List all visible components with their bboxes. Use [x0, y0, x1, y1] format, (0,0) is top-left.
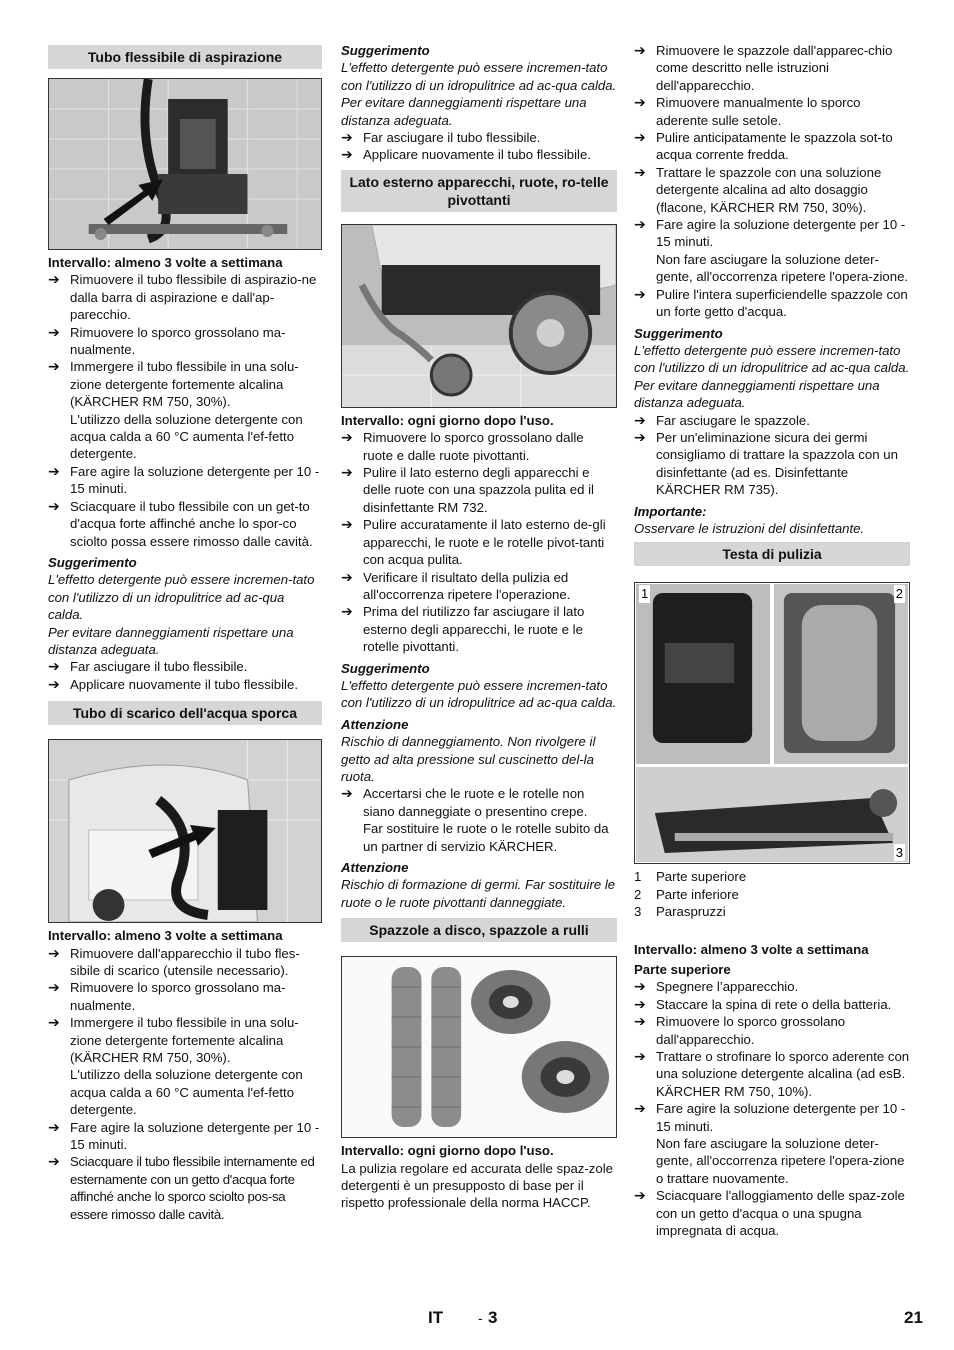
- steps-list: [634, 412, 910, 499]
- steps-list: [634, 978, 910, 1135]
- section-heading-suction-hose: Tubo flessibile di aspirazione: [48, 45, 322, 69]
- tip-title: Suggerimento: [341, 43, 430, 58]
- arrow-right-icon: ➔: [341, 603, 353, 620]
- warning-text: Rischio di formazione di germi. Far sostituire le ruote o le ruote pivottanti danneggiate.: [341, 877, 616, 910]
- list-item: ➔ Applicare nuovamente il tubo flessibile.: [341, 146, 591, 163]
- step-note: Far sostituire le ruote o le rotelle subito da un partner di servizio KÄRCHER.: [363, 821, 609, 854]
- tip-title: Suggerimento: [341, 660, 430, 676]
- legend-item: 3 Paraspruzzi: [634, 904, 726, 920]
- photo-wheels: [341, 224, 617, 408]
- arrow-right-icon: ➔: [634, 42, 646, 58]
- list-item: ➔ Rimuovere le spazzole dall'apparec-chio come descritto nelle istruzioni dell'apparecchio.: [634, 42, 893, 93]
- arrow-right-icon: ➔: [48, 658, 60, 675]
- photo-brushes: [341, 956, 617, 1138]
- steps-list: [48, 271, 322, 410]
- steps-list: [634, 286, 910, 321]
- interval-label: Intervallo: almeno 3 volte a settimana: [48, 255, 283, 270]
- section-heading-exterior-wheels: Lato esterno apparecchi, ruote, ro-telle pivottanti: [341, 170, 617, 212]
- tip-title: Suggerimento: [48, 554, 137, 570]
- list-item: ➔ Staccare la spina di rete o della batteria.: [634, 995, 892, 1012]
- list-item: ➔ Rimuovere lo sporco grossolano ma-nualmente.: [48, 323, 286, 358]
- list-item: ➔ Prima del riutilizzo far asciugare il lato esterno degli apparecchi, le ruote e le rotelle pivottanti.: [341, 603, 585, 655]
- list-item: ➔ Pulire accuratamente il lato esterno de-gli apparecchi, le ruote e le rotelle pivot-tanti con acqua pulita.: [341, 516, 606, 568]
- arrow-right-icon: ➔: [634, 411, 646, 428]
- important-text: Osservare le istruzioni del disinfettante.: [634, 520, 865, 536]
- arrow-right-icon: ➔: [634, 1013, 646, 1030]
- page-number: 21: [904, 1308, 923, 1327]
- arrow-right-icon: ➔: [634, 285, 646, 302]
- steps-list: [634, 42, 910, 251]
- arrow-right-icon: ➔: [341, 516, 353, 533]
- tip-text: Per evitare danneggiamenti rispettare una distanza adeguata.: [48, 624, 294, 657]
- steps-list: [341, 129, 617, 164]
- arrow-right-icon: ➔: [48, 944, 60, 961]
- step-note: L'utilizzo della soluzione detergente con acqua calda a 60 °C aumenta l'ef-fetto detergente.: [70, 1067, 303, 1118]
- arrow-right-icon: ➔: [48, 1118, 60, 1135]
- steps-list: [341, 429, 617, 655]
- arrow-right-icon: ➔: [48, 271, 60, 288]
- list-item: ➔ Rimuovere manualmente lo sporco aderente sulle setole.: [634, 94, 861, 128]
- list-item: ➔ Trattare o strofinare lo sporco aderente con una soluzione detergente alcalina (ad esB. KÄRCHER RM 750, 10%).: [634, 1048, 910, 1099]
- arrow-right-icon: ➔: [48, 358, 60, 375]
- photo-suction-hose: [48, 78, 322, 250]
- column-2: [341, 42, 617, 1212]
- subheading-upper-part: Parte superiore: [634, 962, 731, 977]
- list-item: ➔ Sciacquare il tubo flessibile internamente ed esternamente con un getto d'acqua forte affinché anche lo sporco sciolto pos-sa essere rimosso dalle cavità.: [48, 1153, 315, 1222]
- list-item: ➔ Far asciugare il tubo flessibile.: [341, 129, 541, 146]
- arrow-right-icon: ➔: [634, 163, 646, 180]
- arrow-right-icon: ➔: [634, 94, 646, 111]
- arrow-right-icon: ➔: [634, 1187, 646, 1204]
- list-item: ➔ Immergere il tubo flessibile in una solu-zione detergente fortemente alcalina (KÄRCHER RM 750, 30%).: [48, 358, 299, 410]
- steps-list: [48, 1119, 322, 1223]
- arrow-right-icon: ➔: [48, 497, 60, 514]
- list-item: ➔ Trattare le spazzole con una soluzione detergente alcalina ad alto dosaggio (flacone, KÄRCHER RM 750, 30%).: [634, 163, 882, 215]
- tip-text: L'effetto detergente può essere incremen-tato con l'utilizzo di un idropulitrice ad ac-qua calda.: [634, 342, 910, 376]
- list-item: ➔ Applicare nuovamente il tubo flessibile.: [48, 675, 298, 692]
- arrow-right-icon: ➔: [341, 568, 353, 585]
- footer-section-number: 3: [488, 1308, 498, 1327]
- column-1: [48, 42, 322, 1223]
- list-item: ➔ Fare agire la soluzione detergente per 10 - 15 minuti.: [48, 462, 320, 497]
- interval-label: Intervallo: almeno 3 volte a settimana: [48, 928, 283, 944]
- tip-title: Suggerimento: [634, 325, 723, 341]
- arrow-right-icon: ➔: [634, 428, 646, 445]
- interval-label: Intervallo: almeno 3 volte a settimana: [634, 941, 869, 957]
- list-item: ➔ Verificare il risultato della pulizia ed all'occorrenza ripetere l'operazione.: [341, 568, 571, 602]
- list-item: ➔ Sciacquare l'alloggiamento delle spaz-zole con un getto d'acqua o una spugna impregnata di acqua.: [634, 1187, 905, 1239]
- list-item: ➔ Accertarsi che le ruote e le rotelle non siano danneggiate o presentino crepe.: [341, 785, 588, 819]
- column-3: [634, 42, 910, 1240]
- step-note: Non fare asciugare la soluzione deter-gente, all'occorrenza ripetere l'opera-zione.: [656, 251, 909, 285]
- list-item: ➔ Fare agire la soluzione detergente per 10 - 15 minuti.: [634, 1100, 906, 1134]
- arrow-right-icon: ➔: [48, 1153, 60, 1170]
- list-item: ➔ Fare agire la soluzione detergente per 10 - 15 minuti.: [634, 216, 906, 250]
- arrow-right-icon: ➔: [341, 785, 353, 802]
- arrow-right-icon: ➔: [341, 129, 353, 146]
- arrow-right-icon: ➔: [48, 979, 60, 996]
- section-heading-cleaning-head: Testa di pulizia: [634, 542, 910, 566]
- arrow-right-icon: ➔: [48, 323, 60, 340]
- tip-text: L'effetto detergente può essere incremen-tato con l'utilizzo di un idropulitrice ad ac-qua calda.: [341, 60, 617, 93]
- arrow-right-icon: ➔: [634, 216, 646, 233]
- arrow-right-icon: ➔: [634, 978, 646, 995]
- photo-label: 1: [641, 586, 649, 602]
- list-item: ➔ Pulire il lato esterno degli apparecchi e delle ruote con una spazzola pulita ed il disinfettante RM 732.: [341, 464, 594, 515]
- tip-text: L'effetto detergente può essere incremen-tato con l'utilizzo di un idropulitrice ad ac-qua calda.: [341, 677, 617, 711]
- interval-label: Intervallo: ogni giorno dopo l'uso.: [341, 412, 554, 428]
- legend-item: 1 Parte superiore: [634, 869, 747, 885]
- list-item: ➔ Pulire l'intera superficiendelle spazzole con un forte getto d'acqua.: [634, 285, 908, 320]
- steps-list: [48, 945, 322, 1067]
- list-item: ➔ Rimuovere lo sporco grossolano dalle ruote e dalle ruote pivottanti.: [341, 429, 584, 463]
- footer-separator: -: [478, 1310, 483, 1326]
- legend-item: 2 Parte inferiore: [634, 886, 739, 902]
- paragraph: La pulizia regolare ed accurata delle spaz-zole detergenti è un presupposto di base per il rispetto professionale della norma HACCP.: [341, 1160, 613, 1211]
- footer-language: IT: [428, 1308, 444, 1327]
- photo-cleaning-head: [634, 582, 910, 864]
- arrow-right-icon: ➔: [48, 462, 60, 479]
- steps-list: [48, 658, 322, 693]
- arrow-right-icon: ➔: [634, 995, 646, 1012]
- steps-list: [341, 785, 617, 820]
- list-item: ➔ Sciacquare il tubo flessibile con un get-to d'acqua forte affinché anche lo spor-co sciolto possa essere rimosso dalle cavità.: [48, 497, 313, 549]
- interval-label: Intervallo: ogni giorno dopo l'uso.: [341, 1143, 554, 1159]
- section-heading-dirty-water-hose: Tubo di scarico dell'acqua sporca: [48, 701, 322, 725]
- arrow-right-icon: ➔: [341, 146, 353, 163]
- list-item: ➔ Rimuovere lo sporco grossolano ma-nualmente.: [48, 979, 286, 1013]
- step-note: L'utilizzo della soluzione detergente con acqua calda a 60 °C aumenta l'ef-fetto detergente.: [70, 411, 303, 462]
- list-item: ➔ Immergere il tubo flessibile in una solu-zione detergente fortemente alcalina (KÄRCHER RM 750, 30%).: [48, 1014, 299, 1065]
- list-item: ➔ Rimuovere lo sporco grossolano dall'apparecchio.: [634, 1013, 846, 1047]
- photo-drain-hose: [48, 739, 322, 923]
- arrow-right-icon: ➔: [634, 1100, 646, 1117]
- tip-text: Per evitare danneggiamenti rispettare una distanza adeguata.: [341, 95, 587, 128]
- list-item: ➔ Per un'eliminazione sicura dei germi consigliamo di trattare la spazzola con un disinfettante (ad es. Disinfettante KÄRCHER RM 735).: [634, 428, 898, 498]
- tip-text: Per evitare danneggiamenti rispettare una distanza adeguata.: [634, 377, 880, 411]
- list-item: ➔ Spegnere l’apparecchio.: [634, 978, 799, 995]
- list-item: ➔ Pulire anticipatamente le spazzola sot-to acqua corrente fredda.: [634, 129, 893, 163]
- arrow-right-icon: ➔: [48, 1014, 60, 1031]
- section-heading-brushes: Spazzole a disco, spazzole a rulli: [341, 918, 617, 942]
- arrow-right-icon: ➔: [341, 429, 353, 446]
- steps-list: [634, 1187, 910, 1239]
- photo-label: 2: [895, 586, 903, 602]
- warning-text: Rischio di danneggiamento. Non rivolgere il getto ad alta pressione sul cuscinetto del-la ruota.: [341, 734, 596, 784]
- legend-list: [634, 868, 910, 920]
- list-item: ➔ Rimuovere il tubo flessibile di aspirazio-ne dalla barra di aspirazione e dall'ap-parecchio.: [48, 271, 317, 323]
- photo-label: 3: [895, 844, 903, 860]
- arrow-right-icon: ➔: [634, 129, 646, 146]
- list-item: ➔ Rimuovere dall'apparecchio il tubo fles-sibile di scarico (utensile necessario).: [48, 944, 300, 978]
- list-item: ➔ Far asciugare il tubo flessibile.: [48, 658, 248, 675]
- list-item: ➔ Fare agire la soluzione detergente per 10 - 15 minuti.: [48, 1118, 320, 1153]
- arrow-right-icon: ➔: [634, 1048, 646, 1065]
- arrow-right-icon: ➔: [48, 675, 60, 692]
- warning-title: Attenzione: [341, 860, 409, 875]
- step-note: Non fare asciugare la soluzione deter-gente, all'occorrenza ripetere l'opera-zione o trattare nuovamente.: [656, 1136, 905, 1186]
- tip-text: L'effetto detergente può essere incremen-tato con l'utilizzo di un idropulitrice ad ac-qua calda.: [48, 572, 315, 623]
- list-item: ➔ Far asciugare le spazzole.: [634, 411, 810, 428]
- steps-list: [48, 463, 322, 550]
- arrow-right-icon: ➔: [341, 464, 353, 481]
- warning-title: Attenzione: [341, 716, 409, 732]
- important-title: Importante:: [634, 503, 707, 519]
